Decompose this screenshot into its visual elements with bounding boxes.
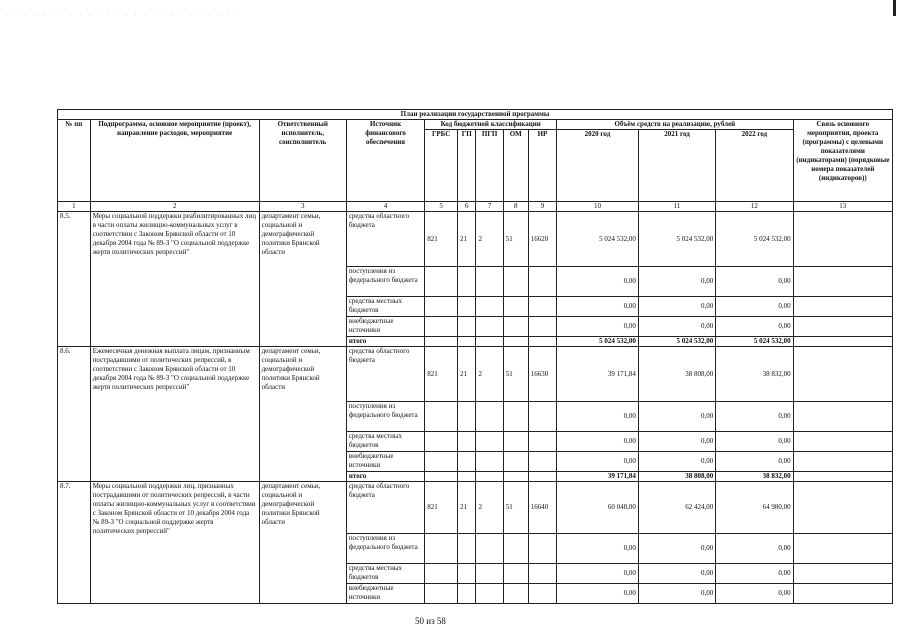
- total-2021: 5 024 532,00: [638, 337, 715, 347]
- scan-artifact-marks: · · · · · · · · · · · · · · · · · · · · · · · · · ·: [5, 12, 240, 19]
- col-number: 11: [638, 202, 715, 212]
- amount-2022: 5 024 532,00: [716, 212, 793, 267]
- header-measure: Подпрограмма, основное мероприятие (проект), направление расходов, мероприятие: [90, 120, 259, 202]
- header-gp: ГП: [457, 130, 476, 202]
- measure-text: Ежемесячная денежная выплата лицам, признанным пострадавшими от политических репрессий, в соответствии с Законом Брянской области от 10 декабря 2004 года № 89-З "О социальной поддержке жертв политических репрессий": [90, 347, 259, 482]
- source-total: итого: [346, 472, 424, 482]
- amount-2020: 0,00: [557, 534, 639, 564]
- source-local: средства местных бюджетов: [346, 297, 424, 317]
- link-cell: [793, 534, 892, 564]
- header-np: НР: [528, 130, 556, 202]
- link-cell: [793, 452, 892, 472]
- col-number: 13: [793, 202, 892, 212]
- code-np: 16620: [528, 212, 556, 267]
- col-number: 2: [90, 202, 259, 212]
- header-om: ОМ: [503, 130, 528, 202]
- header-budget-code: Код бюджетной классификации: [425, 120, 557, 130]
- col-number: 12: [716, 202, 793, 212]
- header-pgp: ПГП: [476, 130, 503, 202]
- amount-2020: 0,00: [557, 584, 639, 604]
- row-number: 8.5.: [58, 212, 91, 347]
- amount-2021: 0,00: [638, 534, 715, 564]
- amount-2022: 0,00: [716, 402, 793, 432]
- header-2020: 2020 год: [557, 130, 639, 202]
- col-number: 9: [528, 202, 556, 212]
- amount-2022: 0,00: [716, 297, 793, 317]
- amount-2021: 0,00: [638, 402, 715, 432]
- amount-2022: 0,00: [716, 534, 793, 564]
- executor-text: департамент семьи, социальной и демографической политики Брянской области: [259, 482, 346, 604]
- amount-2020: 0,00: [557, 267, 639, 297]
- header-grbs: ГРБС: [425, 130, 458, 202]
- header-no: № пп: [58, 120, 91, 202]
- link-cell: [793, 402, 892, 432]
- source-regional: средства областного бюджета: [346, 347, 424, 402]
- code-gp: 21: [457, 347, 476, 402]
- code-pgp: 2: [476, 212, 503, 267]
- page-number: 50 из 58: [415, 616, 446, 626]
- amount-2021: 0,00: [638, 452, 715, 472]
- code-grbs: 821: [425, 212, 458, 267]
- link-cell: [793, 267, 892, 297]
- code-om: 51: [503, 347, 528, 402]
- scan-edge-mark: [893, 0, 896, 16]
- link-cell: [793, 472, 892, 482]
- amount-2021: 0,00: [638, 432, 715, 452]
- executor-text: департамент семьи, социальной и демографической политики Брянской области: [259, 347, 346, 482]
- header-link: Связь основного мероприятия, проекта (программы) с целевыми показателями (индикаторами) (порядковые номера показателей (индикаторов)): [793, 120, 892, 202]
- link-cell: [793, 347, 892, 402]
- code-grbs: 821: [425, 482, 458, 534]
- amount-2021: 0,00: [638, 564, 715, 584]
- link-cell: [793, 584, 892, 604]
- amount-2020: 0,00: [557, 317, 639, 337]
- col-number: 4: [346, 202, 424, 212]
- col-number: 10: [557, 202, 639, 212]
- executor-text: департамент семьи, социальной и демографической политики Брянской области: [259, 212, 346, 347]
- measure-text: Меры социальной поддержки реабилитированных лиц в части оплаты жилищно-коммунальных услуг в соответствии с Законом Брянской области от 10 декабря 2004 года № 89-З "О социальной поддержке жертв политических репрессий": [90, 212, 259, 347]
- source-extra: внебюджетные источники: [346, 452, 424, 472]
- amount-2022: 0,00: [716, 452, 793, 472]
- table-title: План реализации государственной программы: [58, 110, 893, 120]
- link-cell: [793, 482, 892, 534]
- source-total: итого: [346, 337, 424, 347]
- source-extra: внебюджетные источники: [346, 584, 424, 604]
- amount-2021: 0,00: [638, 297, 715, 317]
- amount-2020: 0,00: [557, 432, 639, 452]
- source-regional: средства областного бюджета: [346, 482, 424, 534]
- header-executor: Ответственный исполнитель, соисполнитель: [259, 120, 346, 202]
- amount-2021: 0,00: [638, 317, 715, 337]
- code-np: 16640: [528, 482, 556, 534]
- col-number: 1: [58, 202, 91, 212]
- col-number: 3: [259, 202, 346, 212]
- total-2022: 5 024 532,00: [716, 337, 793, 347]
- amount-2021: 5 024 532,00: [638, 212, 715, 267]
- row-number: 8.7.: [58, 482, 91, 604]
- amount-2021: 62 424,00: [638, 482, 715, 534]
- source-regional: средства областного бюджета: [346, 212, 424, 267]
- amount-2020: 0,00: [557, 452, 639, 472]
- amount-2020: 0,00: [557, 297, 639, 317]
- amount-2022: 64 980,00: [716, 482, 793, 534]
- header-source: Источник финансового обеспечения: [346, 120, 424, 202]
- amount-2022: 0,00: [716, 564, 793, 584]
- amount-2022: 0,00: [716, 432, 793, 452]
- header-volume: Объём средств на реализацию, рублей: [557, 120, 793, 130]
- amount-2022: 0,00: [716, 584, 793, 604]
- plan-table: [57, 109, 893, 604]
- col-number: 7: [476, 202, 503, 212]
- col-number: 6: [457, 202, 476, 212]
- source-federal: поступления из федерального бюджета: [346, 402, 424, 432]
- code-om: 51: [503, 212, 528, 267]
- source-federal: поступления из федерального бюджета: [346, 534, 424, 564]
- link-cell: [793, 337, 892, 347]
- code-pgp: 2: [476, 347, 503, 402]
- amount-2021: 38 808,00: [638, 347, 715, 402]
- amount-2020: 39 171,84: [557, 347, 639, 402]
- amount-2021: 0,00: [638, 584, 715, 604]
- link-cell: [793, 212, 892, 267]
- code-grbs: 821: [425, 347, 458, 402]
- amount-2022: 38 832,00: [716, 347, 793, 402]
- amount-2020: 0,00: [557, 402, 639, 432]
- amount-2022: 0,00: [716, 317, 793, 337]
- header-2021: 2021 год: [638, 130, 715, 202]
- code-gp: 21: [457, 212, 476, 267]
- col-number: 8: [503, 202, 528, 212]
- measure-text: Меры социальной поддержки лиц, признанных пострадавшими от политических репрессий, в части оплаты жилищно-коммунальных услуг в соответствии с Законом Брянской области от 10 декабря 2004 года № 89-З "О социальной поддержке жертв политических репрессий": [90, 482, 259, 604]
- amount-2020: 5 024 532,00: [557, 212, 639, 267]
- link-cell: [793, 564, 892, 584]
- source-extra: внебюджетные источники: [346, 317, 424, 337]
- link-cell: [793, 432, 892, 452]
- total-2022: 38 832,00: [716, 472, 793, 482]
- row-number: 8.6.: [58, 347, 91, 482]
- link-cell: [793, 317, 892, 337]
- header-2022: 2022 год: [716, 130, 793, 202]
- source-federal: поступления из федерального бюджета: [346, 267, 424, 297]
- code-pgp: 2: [476, 482, 503, 534]
- link-cell: [793, 297, 892, 317]
- source-local: средства местных бюджетов: [346, 432, 424, 452]
- col-number: 5: [425, 202, 458, 212]
- total-2020: 5 024 532,00: [557, 337, 639, 347]
- code-np: 16630: [528, 347, 556, 402]
- amount-2020: 60 048,00: [557, 482, 639, 534]
- amount-2021: 0,00: [638, 267, 715, 297]
- total-2021: 38 808,00: [638, 472, 715, 482]
- amount-2022: 0,00: [716, 267, 793, 297]
- code-gp: 21: [457, 482, 476, 534]
- total-2020: 39 171,84: [557, 472, 639, 482]
- amount-2020: 0,00: [557, 564, 639, 584]
- code-om: 51: [503, 482, 528, 534]
- source-local: средства местных бюджетов: [346, 564, 424, 584]
